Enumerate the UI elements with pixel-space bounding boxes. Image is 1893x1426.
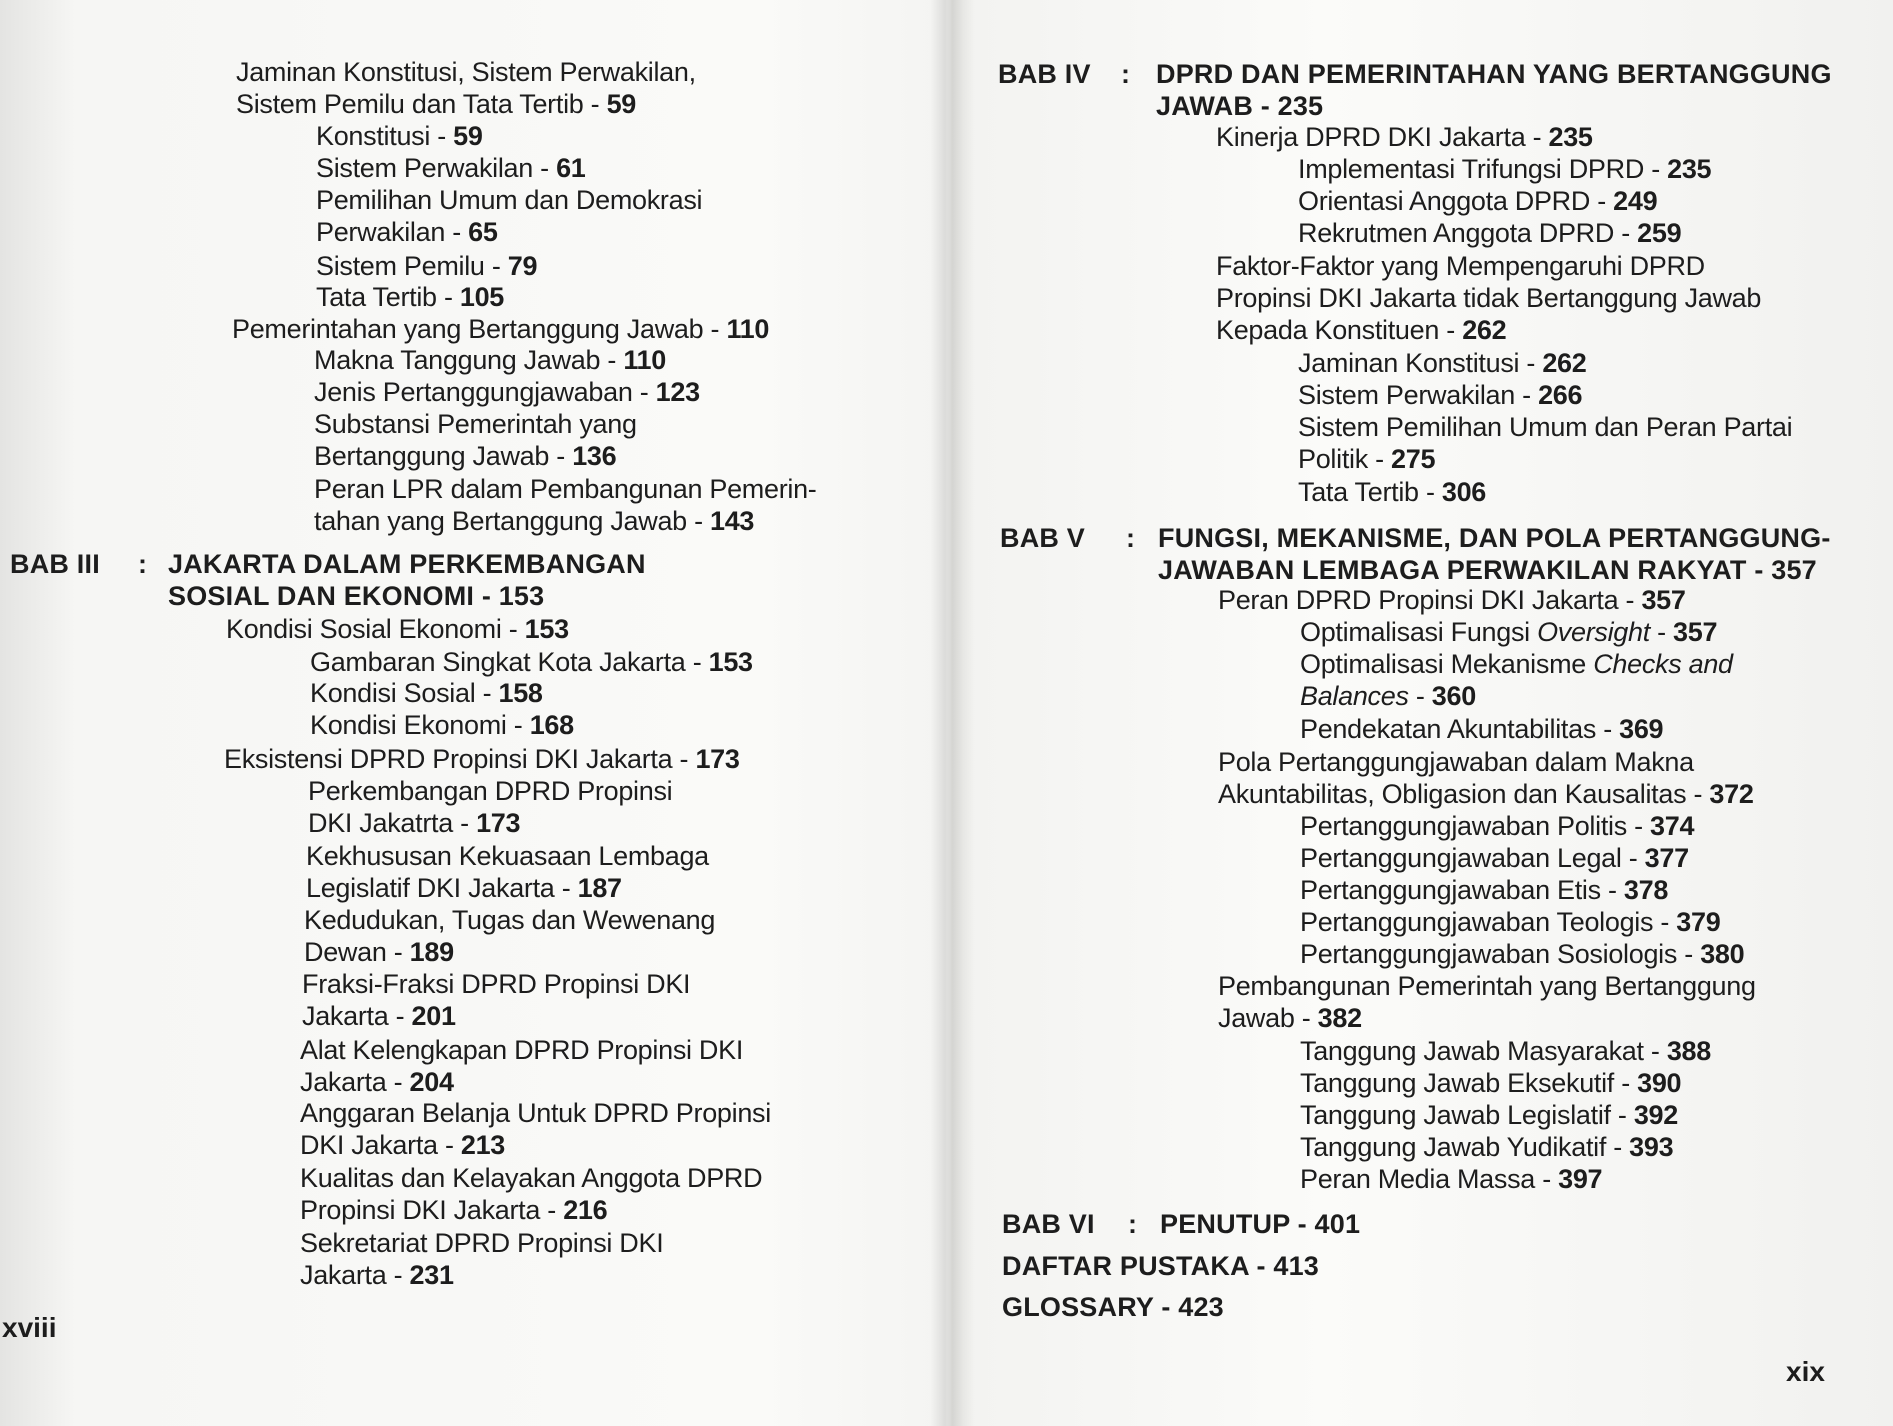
chapter-label-text: DAFTAR PUSTAKA -	[1002, 1251, 1274, 1281]
toc-entry-text: DKI Jakarta -	[300, 1130, 461, 1160]
toc-entry-line-2-2-3	[316, 184, 702, 216]
toc-entry-line-2-3-4	[314, 473, 817, 505]
toc-entry-line-4-2	[1216, 282, 1761, 314]
left-page-number: xviii	[2, 1312, 57, 1343]
toc-entry-text: Rekrutmen Anggota DPRD -	[1298, 218, 1638, 248]
toc-entry-text: Pembangunan Pemerintah yang Bertanggung	[1218, 971, 1756, 1001]
toc-entry-text: JAWABAN LEMBAGA PERWAKILAN RAKYAT -	[1158, 555, 1772, 585]
toc-entry-line-5-2-1	[1300, 810, 1694, 842]
toc-entry-page-number: 374	[1650, 811, 1695, 841]
toc-entry-page-number: 173	[476, 808, 521, 838]
toc-entry-text: Optimalisasi Mekanisme	[1300, 649, 1594, 679]
toc-chapter-label-bab-iv	[998, 58, 1091, 90]
toc-entry-line-5-2-5	[1300, 938, 1744, 970]
toc-entry-page-number: 231	[409, 1260, 454, 1290]
toc-entry-page-number: 379	[1676, 907, 1721, 937]
toc-chapter-label-bab-iii	[10, 548, 100, 580]
toc-entry-line-bab-iii	[168, 580, 544, 612]
left-page	[0, 0, 946, 1426]
toc-entry-text: Pertanggungjawaban Teologis -	[1300, 907, 1677, 937]
chapter-label-text: BAB III	[10, 549, 100, 579]
toc-entry-line-3-2-8	[300, 1227, 663, 1259]
toc-entry-line-3-2-7	[300, 1162, 762, 1194]
toc-entry-line-3-2-4	[302, 968, 690, 1000]
toc-entry-line-2-3-2	[314, 376, 700, 408]
chapter-colon: :	[138, 549, 148, 579]
toc-entry-text: Implementasi Trifungsi DPRD -	[1298, 154, 1668, 184]
toc-entry-page-number: 189	[409, 937, 454, 967]
toc-entry-line-3-2-3	[304, 936, 454, 968]
toc-entry-text: DKI Jakatrta -	[308, 808, 477, 838]
toc-entry-page-number: 59	[606, 89, 637, 119]
toc-entry-page-number: 123	[655, 377, 700, 407]
toc-entry-line-3-2-6	[300, 1129, 505, 1161]
toc-entry-line-bab-vi	[1160, 1208, 1360, 1240]
chapter-page-number: 413	[1273, 1251, 1320, 1281]
toc-entry-page-number: 153	[498, 581, 545, 611]
toc-entry-line-3-2-8	[300, 1259, 454, 1291]
toc-entry-page-number: 275	[1391, 444, 1436, 474]
toc-entry-italic-text: Balances	[1300, 681, 1409, 711]
toc-entry-page-number: 259	[1637, 218, 1682, 248]
toc-chapter-label-daftar-pustaka	[1002, 1250, 1319, 1282]
toc-entry-line-4-2-4	[1298, 476, 1486, 508]
toc-entry-page-number: 377	[1644, 843, 1689, 873]
toc-entry-text: Sistem Pemilihan Umum dan Peran Partai	[1298, 412, 1793, 442]
toc-entry-text: Kualitas dan Kelayakan Anggota DPRD	[300, 1163, 763, 1193]
toc-entry-text: Jakarta -	[300, 1260, 410, 1290]
toc-entry-text: Kondisi Sosial -	[310, 678, 499, 708]
toc-entry-line-3-2-2	[306, 840, 709, 872]
toc-entry-text: Alat Kelengkapan DPRD Propinsi DKI	[300, 1035, 744, 1065]
toc-entry-page-number: 306	[1441, 477, 1487, 507]
toc-entry-text: Peran LPR dalam Pembangunan Pemerin-	[314, 474, 817, 504]
toc-entry-text: Jawab -	[1218, 1003, 1318, 1033]
toc-entry-line-2-3	[232, 313, 769, 345]
toc-entry-text: Kepada Konstituen -	[1216, 315, 1463, 345]
toc-entry-text: tahan yang Bertanggung Jawab -	[314, 506, 710, 536]
toc-entry-line-5-2	[1218, 746, 1694, 778]
toc-entry-line-5-1-3	[1300, 713, 1663, 745]
toc-entry-page-number: 235	[1548, 122, 1593, 152]
toc-entry-line-5-3-4	[1300, 1131, 1673, 1163]
toc-entry-text: Politik -	[1298, 444, 1392, 474]
toc-entry-text: Pola Pertanggungjawaban dalam Makna	[1218, 747, 1694, 777]
toc-entry-line-3-1-1	[310, 646, 753, 678]
toc-entry-line-3-2-2	[306, 872, 622, 904]
chapter-colon: :	[1121, 59, 1131, 89]
toc-entry-line-5-1-2	[1300, 648, 1733, 680]
toc-entry-line-5-3-3	[1300, 1099, 1678, 1131]
chapter-colon: :	[1126, 523, 1136, 553]
toc-entry-line-4-1	[1216, 121, 1593, 153]
toc-entry-text: JAWAB -	[1156, 91, 1278, 121]
toc-entry-page-number: 136	[572, 441, 617, 471]
toc-entry-page-number: 168	[529, 710, 574, 740]
toc-entry-line-5-2	[1218, 778, 1754, 810]
toc-chapter-label-bab-vi	[1002, 1208, 1095, 1240]
toc-entry-line-5-1	[1218, 584, 1686, 616]
toc-entry-text: Jakarta -	[302, 1001, 412, 1031]
toc-entry-line-3-2-7	[300, 1194, 607, 1226]
toc-entry-text: Substansi Pemerintah yang	[314, 409, 637, 439]
toc-entry-page-number: 79	[507, 251, 538, 281]
toc-entry-text: Dewan -	[304, 937, 410, 967]
toc-chapter-label-glossary	[1002, 1291, 1224, 1323]
toc-entry-text: Tata Tertib -	[1298, 477, 1442, 507]
toc-entry-text: -	[1649, 617, 1674, 647]
toc-entry-line-4-1-2	[1298, 185, 1657, 217]
chapter-label-text: BAB IV	[998, 59, 1091, 89]
toc-entry-page-number: 382	[1317, 1003, 1362, 1033]
toc-entry-text: Pemerintahan yang Bertanggung Jawab -	[232, 314, 727, 344]
toc-chapter-label-bab-v	[1000, 522, 1085, 554]
toc-entry-line-4-1-3	[1298, 217, 1681, 249]
toc-entry-line-5-2-4	[1300, 906, 1720, 938]
toc-entry-page-number: 397	[1558, 1164, 1603, 1194]
toc-entry-text: Perwakilan -	[316, 217, 469, 247]
toc-entry-page-number: 390	[1637, 1068, 1682, 1098]
toc-entry-text: Kekhususan Kekuasaan Lembaga	[306, 841, 709, 871]
toc-entry-line-3-1	[226, 613, 569, 645]
toc-entry-page-number: 65	[468, 217, 498, 247]
toc-entry-line-bab-iv	[1156, 58, 1832, 90]
toc-entry-page-number: 173	[695, 744, 740, 774]
toc-entry-page-number: 143	[710, 506, 755, 536]
toc-entry-text: Peran DPRD Propinsi DKI Jakarta -	[1218, 585, 1642, 615]
toc-entry-text: Akuntabilitas, Obligasion dan Kausalitas -	[1218, 779, 1710, 809]
toc-entry-page-number: 357	[1673, 617, 1718, 647]
toc-entry-text: Jenis Pertanggungjawaban -	[314, 377, 656, 407]
toc-entry-line-5-2-2	[1300, 842, 1689, 874]
chapter-page-number: 423	[1178, 1292, 1224, 1322]
toc-entry-page-number: 380	[1700, 939, 1745, 969]
toc-entry-text: Tanggung Jawab Legislatif -	[1300, 1100, 1634, 1130]
toc-entry-text: Bertanggung Jawab -	[314, 441, 573, 471]
toc-entry-line-2-2	[236, 88, 636, 120]
toc-entry-page-number: 213	[460, 1130, 506, 1160]
toc-entry-line-4-1-1	[1298, 153, 1711, 185]
toc-entry-page-number: 357	[1641, 585, 1686, 615]
toc-entry-line-5-3	[1218, 1002, 1362, 1034]
toc-entry-line-3-1-2	[310, 677, 543, 709]
toc-entry-text: Sistem Pemilu dan Tata Tertib -	[236, 89, 607, 119]
toc-entry-line-3-2-6	[300, 1097, 771, 1129]
toc-entry-text: FUNGSI, MEKANISME, DAN POLA PERTANGGUNG-	[1158, 523, 1831, 553]
toc-entry-line-3-2-1	[308, 807, 520, 839]
toc-entry-text: Tanggung Jawab Yudikatif -	[1300, 1132, 1630, 1162]
toc-entry-page-number: 110	[623, 345, 666, 375]
toc-entry-page-number: 235	[1667, 154, 1712, 184]
toc-entry-page-number: 372	[1709, 779, 1754, 809]
toc-entry-line-3-2	[224, 743, 740, 775]
toc-entry-line-4-2-1	[1298, 347, 1586, 379]
toc-entry-page-number: 158	[498, 678, 543, 708]
toc-entry-line-bab-iv	[1156, 90, 1323, 122]
toc-entry-text: Pertanggungjawaban Etis -	[1300, 875, 1624, 905]
toc-entry-line-5-3-2	[1300, 1067, 1681, 1099]
toc-entry-page-number: 357	[1771, 555, 1817, 585]
chapter-label-text: GLOSSARY -	[1002, 1292, 1179, 1322]
toc-entry-line-2-3-3	[314, 440, 616, 472]
toc-entry-line-3-2-4	[302, 1000, 456, 1032]
toc-entry-text: Sistem Perwakilan -	[1298, 380, 1539, 410]
toc-entry-line-3-2-3	[304, 904, 715, 936]
toc-entry-text: Pendekatan Akuntabilitas -	[1300, 714, 1620, 744]
toc-entry-page-number: 110	[726, 314, 770, 344]
toc-entry-line-5-3	[1218, 970, 1756, 1002]
toc-entry-page-number: 388	[1666, 1036, 1711, 1066]
right-page	[946, 0, 1893, 1426]
toc-entry-line-2-2-5	[316, 281, 504, 313]
toc-entry-text: Anggaran Belanja Untuk DPRD Propinsi	[300, 1098, 771, 1128]
toc-entry-text: Legislatif DKI Jakarta -	[306, 873, 578, 903]
toc-entry-text: Pertanggungjawaban Legal -	[1300, 843, 1645, 873]
toc-entry-text: Jakarta -	[300, 1067, 410, 1097]
toc-entry-text: JAKARTA DALAM PERKEMBANGAN	[168, 549, 646, 579]
toc-entry-text: Kedudukan, Tugas dan Wewenang	[304, 905, 716, 935]
toc-entry-text: Gambaran Singkat Kota Jakarta -	[310, 647, 709, 677]
toc-entry-line-2-3-1	[314, 344, 666, 376]
toc-entry-page-number: 378	[1623, 875, 1669, 905]
toc-entry-page-number: 262	[1462, 315, 1507, 345]
toc-entry-line-3-2-5	[300, 1066, 454, 1098]
toc-entry-page-number: 262	[1542, 348, 1587, 378]
toc-entry-line-5-1-2	[1300, 680, 1476, 712]
toc-entry-page-number: 59	[453, 121, 483, 151]
toc-entry-text: Konstitusi -	[316, 121, 454, 151]
toc-entry-text: Peran Media Massa -	[1300, 1164, 1559, 1194]
toc-entry-line-2-2-4	[316, 250, 537, 282]
toc-entry-line-4-2-2	[1298, 379, 1582, 411]
toc-entry-page-number: 105	[459, 282, 505, 312]
toc-entry-text: PENUTUP -	[1160, 1209, 1315, 1239]
toc-entry-page-number: 187	[577, 873, 622, 903]
toc-entry-line-2-2-2	[316, 152, 586, 184]
toc-entry-page-number: 153	[708, 647, 753, 677]
toc-entry-line-5-1-1	[1300, 616, 1717, 648]
toc-entry-line-bab-v	[1158, 522, 1831, 554]
toc-entry-line-5-3-5	[1300, 1163, 1602, 1195]
toc-entry-text: Kondisi Ekonomi -	[310, 710, 530, 740]
toc-entry-line-5-3-1	[1300, 1035, 1711, 1067]
right-page-number: xix	[1786, 1356, 1825, 1387]
toc-entry-text: Perkembangan DPRD Propinsi	[308, 776, 673, 806]
toc-entry-page-number: 153	[524, 614, 569, 644]
toc-entry-text: Fraksi-Fraksi DPRD Propinsi DKI	[302, 969, 691, 999]
toc-entry-text: Makna Tanggung Jawab -	[314, 345, 624, 375]
toc-entry-line-bab-iii	[168, 548, 646, 580]
toc-entry-text: Sistem Perwakilan -	[316, 153, 557, 183]
toc-entry-line-2-2-1	[316, 120, 483, 152]
toc-entry-text: Orientasi Anggota DPRD -	[1298, 186, 1614, 216]
toc-entry-text: Pertanggungjawaban Politis -	[1300, 811, 1651, 841]
toc-entry-page-number: 392	[1633, 1100, 1678, 1130]
toc-entry-text: Propinsi DKI Jakarta -	[300, 1195, 564, 1225]
toc-entry-line-4-2-3	[1298, 411, 1792, 443]
toc-entry-text: DPRD DAN PEMERINTAHAN YANG BERTANGGUNG	[1156, 59, 1832, 89]
toc-entry-italic-text: Checks and	[1593, 649, 1733, 679]
toc-entry-page-number: 369	[1619, 714, 1664, 744]
toc-entry-line-4-2	[1216, 250, 1705, 282]
toc-entry-text: -	[1408, 681, 1432, 711]
toc-entry-line-2-2	[236, 56, 696, 88]
toc-entry-text: SOSIAL DAN EKONOMI -	[168, 581, 499, 611]
toc-entry-text: Faktor-Faktor yang Mempengaruhi DPRD	[1216, 251, 1705, 281]
toc-entry-page-number: 216	[563, 1195, 608, 1225]
toc-entry-line-3-2-1	[308, 775, 672, 807]
toc-entry-page-number: 360	[1431, 681, 1476, 711]
toc-entry-text: Jaminan Konstitusi, Sistem Perwakilan,	[236, 57, 696, 87]
toc-entry-text: Pemilihan Umum dan Demokrasi	[316, 185, 703, 215]
toc-entry-italic-text: Oversight	[1537, 617, 1650, 647]
toc-entry-line-4-2-3	[1298, 443, 1435, 475]
toc-entry-page-number: 235	[1277, 91, 1324, 121]
toc-entry-text: Jaminan Konstitusi -	[1298, 348, 1543, 378]
chapter-colon: :	[1128, 1209, 1138, 1239]
toc-entry-text: Optimalisasi Fungsi	[1300, 617, 1538, 647]
toc-entry-text: Kondisi Sosial Ekonomi -	[226, 614, 525, 644]
toc-entry-line-3-2-5	[300, 1034, 743, 1066]
toc-entry-line-3-1-3	[310, 709, 574, 741]
toc-entry-page-number: 266	[1538, 380, 1583, 410]
toc-entry-line-2-2-3	[316, 216, 498, 248]
toc-entry-line-5-2-3	[1300, 874, 1668, 906]
toc-entry-page-number: 249	[1613, 186, 1658, 216]
toc-entry-text: Sistem Pemilu -	[316, 251, 508, 281]
toc-entry-text: Tata Tertib -	[316, 282, 460, 312]
toc-entry-text: Pertanggungjawaban Sosiologis -	[1300, 939, 1701, 969]
toc-entry-page-number: 201	[411, 1001, 456, 1031]
toc-entry-page-number: 61	[556, 153, 586, 183]
chapter-label-text: BAB VI	[1002, 1209, 1095, 1239]
toc-entry-page-number: 204	[409, 1067, 454, 1097]
toc-entry-line-2-3-3	[314, 408, 637, 440]
toc-entry-line-bab-v	[1158, 554, 1817, 586]
toc-entry-text: Propinsi DKI Jakarta tidak Bertanggung Jawab	[1216, 283, 1762, 313]
chapter-label-text: BAB V	[1000, 523, 1086, 553]
toc-entry-text: Eksistensi DPRD Propinsi DKI Jakarta -	[224, 744, 696, 774]
toc-entry-text: Tanggung Jawab Eksekutif -	[1300, 1068, 1638, 1098]
toc-entry-line-2-3-4	[314, 505, 754, 537]
toc-entry-line-4-2	[1216, 314, 1506, 346]
toc-entry-text: Tanggung Jawab Masyarakat -	[1300, 1036, 1667, 1066]
toc-entry-page-number: 393	[1629, 1132, 1674, 1162]
toc-entry-page-number: 401	[1314, 1209, 1361, 1239]
toc-entry-text: Kinerja DPRD DKI Jakarta -	[1216, 122, 1549, 152]
toc-entry-text: Sekretariat DPRD Propinsi DKI	[300, 1228, 664, 1258]
